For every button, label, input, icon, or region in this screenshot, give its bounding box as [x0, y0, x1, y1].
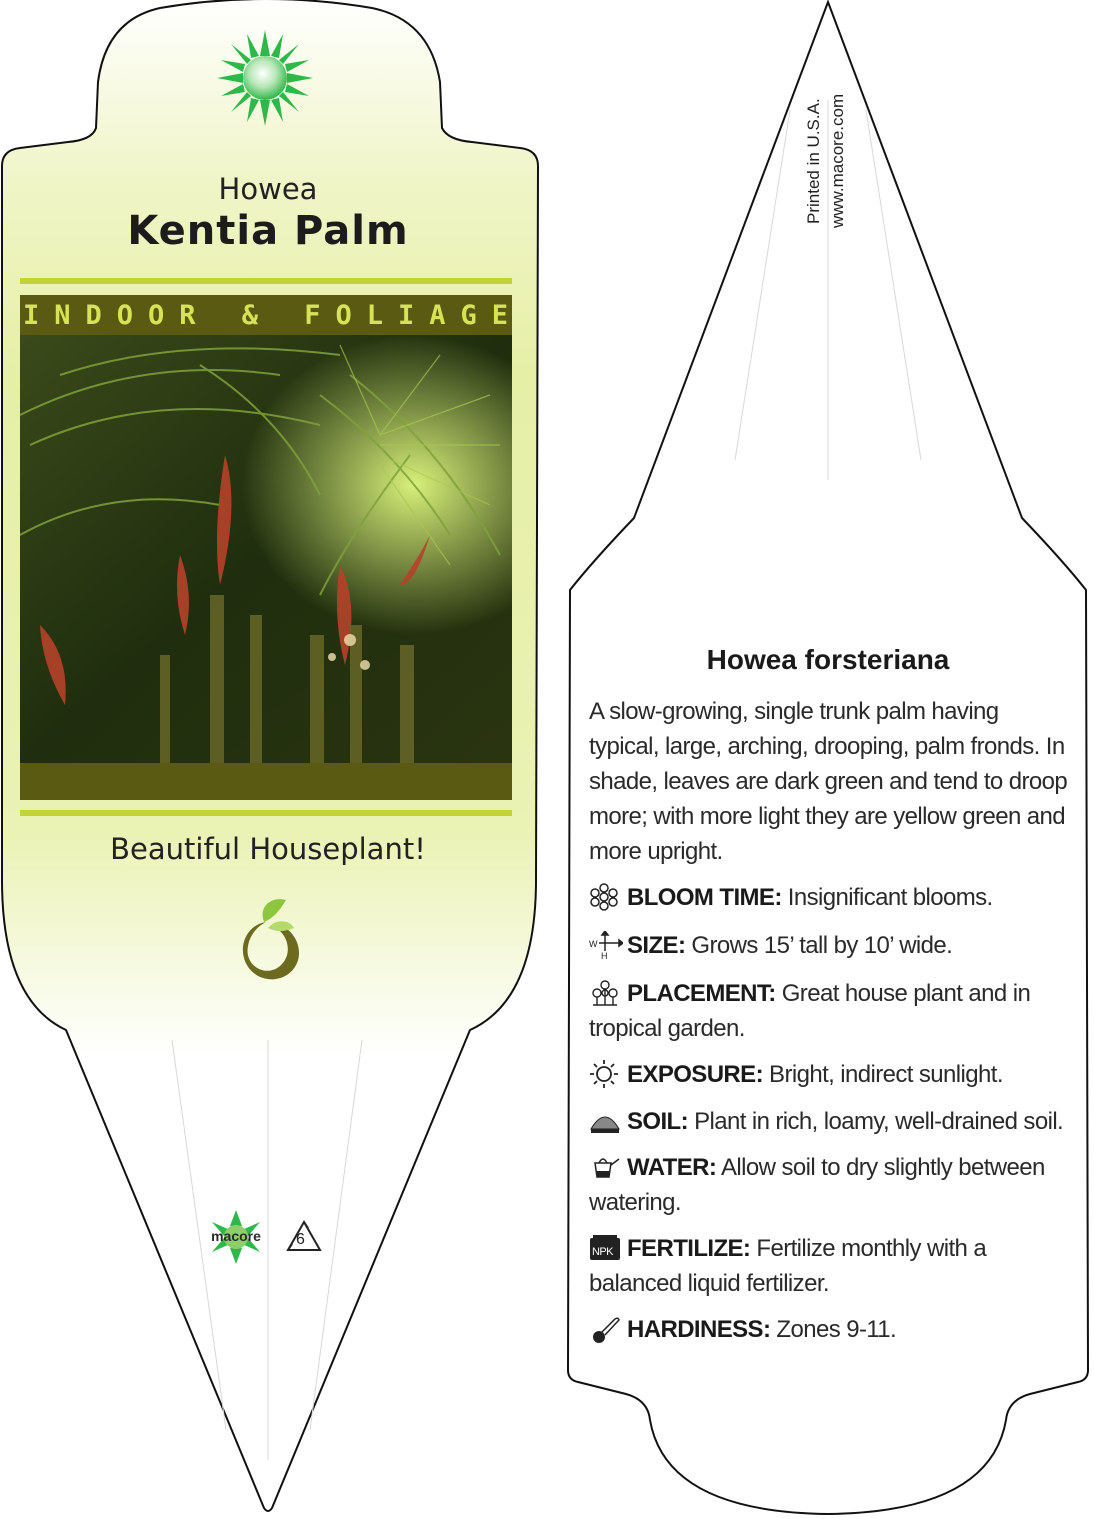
recycle-symbol [282, 1218, 326, 1258]
svg-text:H: H [601, 951, 607, 959]
brand-logo [206, 1208, 266, 1266]
care-text: Zones 9-11. [770, 1316, 897, 1343]
svg-text:W: W [589, 939, 597, 949]
photo-bottom-band [20, 763, 512, 800]
printed-info [800, 62, 860, 232]
sprout-logo-icon [228, 892, 308, 984]
care-label: PLACEMENT: [627, 980, 776, 1007]
care-text: Allow soil to dry slightly between watering. [589, 1154, 1045, 1216]
printed-in: Printed in U.S.A. [804, 98, 823, 224]
care-soil [589, 1104, 1069, 1139]
scientific-name: Howea forsteriana [706, 644, 950, 675]
care-label: BLOOM TIME: [627, 884, 782, 911]
category-label: INDOOR & FOLIAGE [22, 299, 524, 331]
size-arrows-icon [589, 931, 623, 959]
watering-can-icon [589, 1153, 623, 1181]
description: A slow-growing, single trunk palm having typical, large, arching, drooping, palm fronds. In shade, leaves are dark green and tend to droop more; with more light they are yellow green and more upright. [589, 698, 1068, 865]
genus-name: Howea [218, 172, 318, 206]
flower-icon [589, 883, 623, 911]
npk-bag-icon [589, 1234, 623, 1262]
plant-cluster-icon [589, 979, 623, 1007]
care-label: SOIL: [627, 1108, 688, 1135]
care-text: Plant in rich, loamy, well-drained soil. [688, 1108, 1064, 1135]
care-placement [589, 976, 1069, 1046]
care-hardiness [589, 1312, 1069, 1347]
recycle-code: 6 [296, 1231, 305, 1248]
care-text: Fertilize monthly with a balanced liquid fertilizer. [589, 1235, 987, 1297]
care-label: HARDINESS: [627, 1316, 771, 1343]
care-fertilize [589, 1231, 1069, 1301]
website: www.macore.com [828, 93, 847, 228]
thermometer-icon [589, 1315, 623, 1343]
soil-mound-icon [589, 1107, 623, 1135]
common-name: Kentia Palm [127, 208, 409, 254]
svg-text:NPK: NPK [592, 1246, 613, 1258]
care-size [589, 928, 1069, 963]
care-label: EXPOSURE: [627, 1061, 763, 1088]
care-exposure [589, 1057, 1069, 1092]
top-accent-line [20, 278, 512, 284]
care-text: Insignificant blooms. [781, 884, 993, 911]
care-label: FERTILIZE: [627, 1235, 751, 1262]
care-text: Great house plant and in tropical garden. [589, 980, 1031, 1042]
care-label: WATER: [627, 1154, 717, 1181]
category-band [20, 295, 524, 335]
slogan: Beautiful Houseplant! [110, 832, 426, 866]
plant-photo [20, 335, 512, 763]
sun-icon [589, 1060, 623, 1088]
care-text: Bright, indirect sunlight. [762, 1061, 1003, 1088]
care-bloom-time [589, 880, 1069, 915]
bottom-accent-line [20, 810, 512, 816]
care-label: SIZE: [627, 932, 686, 959]
brand-name: macore [211, 1228, 261, 1244]
sun-logo-icon [215, 28, 315, 128]
care-water [589, 1150, 1069, 1220]
care-text: Grows 15’ tall by 10’ wide. [685, 932, 953, 959]
